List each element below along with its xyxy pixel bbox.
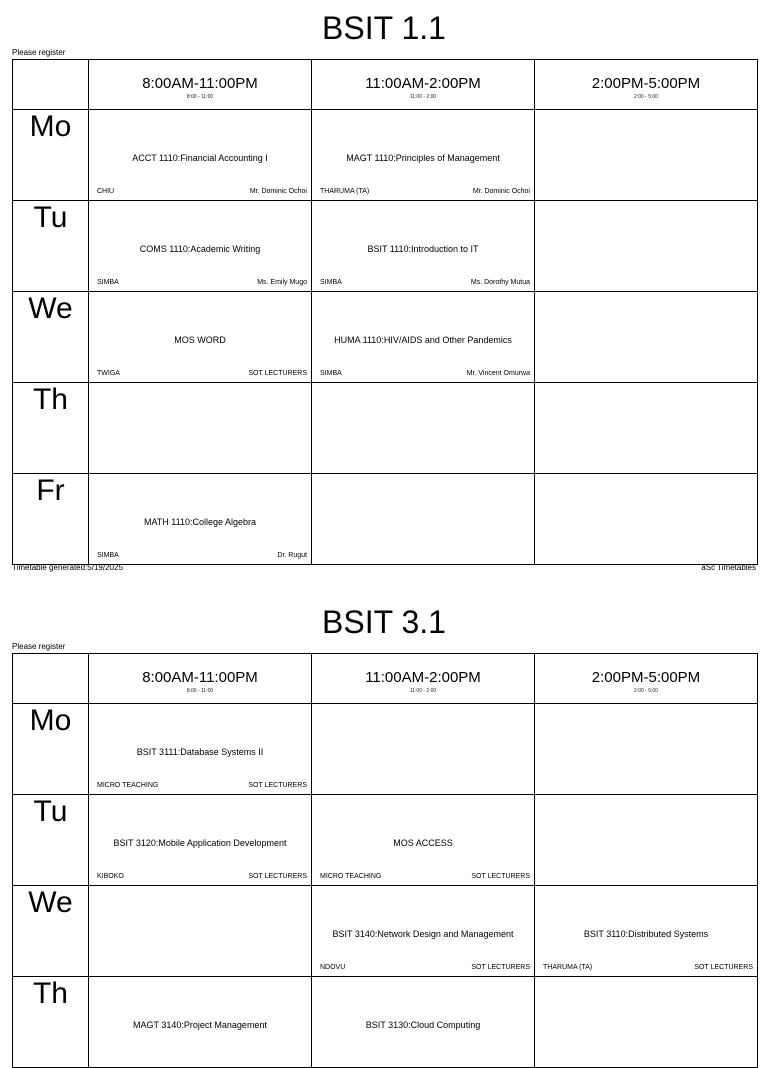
day-label: Mo <box>13 704 89 795</box>
lesson-room: KIBOKO <box>97 873 124 880</box>
lesson-room: SIMBA <box>97 552 119 559</box>
header-row <box>13 60 758 110</box>
lesson-cell <box>312 383 535 474</box>
period-time: 8:00 - 11:00 <box>186 688 214 694</box>
timetable-grid <box>12 59 758 565</box>
lesson-subject: MOS WORD <box>174 334 226 345</box>
lesson-cell <box>89 474 312 565</box>
lesson-subject <box>541 823 751 863</box>
lesson-cell <box>89 704 312 795</box>
period-time: 8:00 - 11:00 <box>186 94 214 100</box>
timetable-bsit-3-1 <box>0 594 768 1030</box>
period-time: 2:00 - 5:00 <box>634 688 658 694</box>
generated-date: Timetable generated:5/19/2025 <box>12 563 123 572</box>
day-row <box>13 110 758 201</box>
lesson-cell <box>535 704 758 795</box>
lesson-cell <box>89 383 312 474</box>
lesson-subject: BSIT 3130:Cloud Computing <box>365 1019 481 1030</box>
period-label: 11:00AM-2:00PM <box>365 75 481 92</box>
lesson-cell <box>312 474 535 565</box>
lesson-cell <box>312 110 535 201</box>
lesson-cell <box>535 977 758 1068</box>
lesson-cell <box>89 292 312 383</box>
lesson-teacher: Ms. Emily Mugo <box>257 279 307 286</box>
lesson-cell <box>89 977 312 1068</box>
lesson-cell <box>535 292 758 383</box>
period-time: 11:00 - 2:00 <box>409 688 437 694</box>
day-label: We <box>13 886 89 977</box>
lesson-cell <box>89 201 312 292</box>
timetable-title: BSIT 3.1 <box>322 604 446 640</box>
lesson-cell <box>89 886 312 977</box>
lesson-teacher: SOT LECTURERS <box>471 964 530 971</box>
lesson-subject <box>541 138 751 178</box>
lesson-cell <box>535 886 758 977</box>
lesson-cell <box>312 292 535 383</box>
lesson-cell <box>89 110 312 201</box>
lesson-subject: MATH 1110:College Algebra <box>143 516 257 527</box>
lesson-room: THARUMA (TA) <box>543 964 593 971</box>
register-note: Please register <box>12 48 66 57</box>
lesson-teacher: SOT LECTURERS <box>471 873 530 880</box>
lesson-cell <box>312 795 535 886</box>
lesson-room: SIMBA <box>320 370 342 377</box>
lesson-subject: HUMA 1110:HIV/AIDS and Other Pandemics <box>334 334 512 345</box>
period-time: 11:00 - 2:00 <box>409 94 437 100</box>
day-label: Th <box>13 383 89 474</box>
lesson-subject <box>541 320 751 360</box>
corner-cell <box>13 60 89 110</box>
day-label: Th <box>13 977 89 1068</box>
lesson-subject <box>318 502 528 542</box>
lesson-subject: MAGT 3140:Project Management <box>133 1019 267 1030</box>
lesson-teacher: SOT LECTURERS <box>248 873 307 880</box>
lesson-cell <box>312 201 535 292</box>
lesson-cell <box>535 110 758 201</box>
lesson-subject <box>541 411 751 451</box>
generator-credit: aSc Timetables <box>701 563 756 572</box>
lesson-subject <box>95 914 305 954</box>
lesson-subject: COMS 1110:Academic Writing <box>139 243 261 254</box>
period-label: 2:00PM-5:00PM <box>591 75 701 92</box>
day-row <box>13 474 758 565</box>
day-row <box>13 292 758 383</box>
day-row <box>13 201 758 292</box>
lesson-subject <box>95 411 305 451</box>
lesson-subject: BSIT 3120:Mobile Application Development <box>113 837 287 848</box>
lesson-room: MICRO TEACHING <box>97 782 159 789</box>
lesson-teacher: SOT LECTURERS <box>248 782 307 789</box>
lesson-teacher: Mr. Dominic Ochoi <box>472 188 530 195</box>
header-row <box>13 654 758 704</box>
lesson-teacher: SOT LECTURERS <box>694 964 753 971</box>
lesson-subject <box>541 732 751 772</box>
day-label: Tu <box>13 795 89 886</box>
register-note: Please register <box>12 642 66 651</box>
timetable-title: BSIT 1.1 <box>322 10 446 46</box>
lesson-teacher: Mr. Vincent Omurwa <box>466 370 530 377</box>
lesson-cell <box>535 795 758 886</box>
lesson-teacher: Ms. Dorothy Mutua <box>470 279 530 286</box>
lesson-cell <box>312 704 535 795</box>
day-row <box>13 704 758 795</box>
lesson-subject <box>318 732 528 772</box>
lesson-teacher: Mr. Dominic Ochoi <box>249 188 307 195</box>
lesson-subject: BSIT 1110:Introduction to IT <box>367 243 479 254</box>
lesson-cell <box>535 383 758 474</box>
lesson-teacher: Dr. Rugut <box>277 552 307 559</box>
lesson-room: MICRO TEACHING <box>320 873 382 880</box>
lesson-subject <box>318 411 528 451</box>
period-header <box>312 60 535 110</box>
lesson-subject: ACCT 1110:Financial Accounting I <box>132 152 268 163</box>
lesson-subject <box>541 229 751 269</box>
day-row <box>13 977 758 1068</box>
lesson-room: SIMBA <box>97 279 119 286</box>
day-label: Tu <box>13 201 89 292</box>
timetable-grid <box>12 653 758 1068</box>
period-header <box>535 654 758 704</box>
day-row <box>13 795 758 886</box>
lesson-room: TWIGA <box>97 370 120 377</box>
lesson-teacher: SOT LECTURERS <box>248 370 307 377</box>
period-header <box>535 60 758 110</box>
lesson-room: SIMBA <box>320 279 342 286</box>
lesson-room: THARUMA (TA) <box>320 188 370 195</box>
day-row <box>13 886 758 977</box>
lesson-subject: BSIT 3140:Network Design and Management <box>332 928 514 939</box>
period-label: 11:00AM-2:00PM <box>365 669 481 686</box>
day-label: We <box>13 292 89 383</box>
lesson-subject: BSIT 3110:Distributed Systems <box>583 928 709 939</box>
period-label: 8:00AM-11:00PM <box>142 75 258 92</box>
lesson-subject: MAGT 1110:Principles of Management <box>346 152 500 163</box>
lesson-subject: BSIT 3111:Database Systems II <box>136 746 264 757</box>
lesson-room: NDOVU <box>320 964 346 971</box>
lesson-cell <box>312 977 535 1068</box>
day-label: Mo <box>13 110 89 201</box>
lesson-room: CHIU <box>97 188 115 195</box>
lesson-subject: MOS ACCESS <box>393 837 453 848</box>
period-header <box>89 60 312 110</box>
corner-cell <box>13 654 89 704</box>
period-label: 8:00AM-11:00PM <box>142 669 258 686</box>
period-label: 2:00PM-5:00PM <box>591 669 701 686</box>
period-header <box>312 654 535 704</box>
lesson-cell <box>535 201 758 292</box>
day-label: Fr <box>13 474 89 565</box>
lesson-subject <box>541 502 751 542</box>
period-time: 2:00 - 5:00 <box>634 94 658 100</box>
lesson-cell <box>89 795 312 886</box>
lesson-subject <box>541 1005 751 1045</box>
lesson-cell <box>312 886 535 977</box>
day-row <box>13 383 758 474</box>
period-header <box>89 654 312 704</box>
lesson-cell <box>535 474 758 565</box>
